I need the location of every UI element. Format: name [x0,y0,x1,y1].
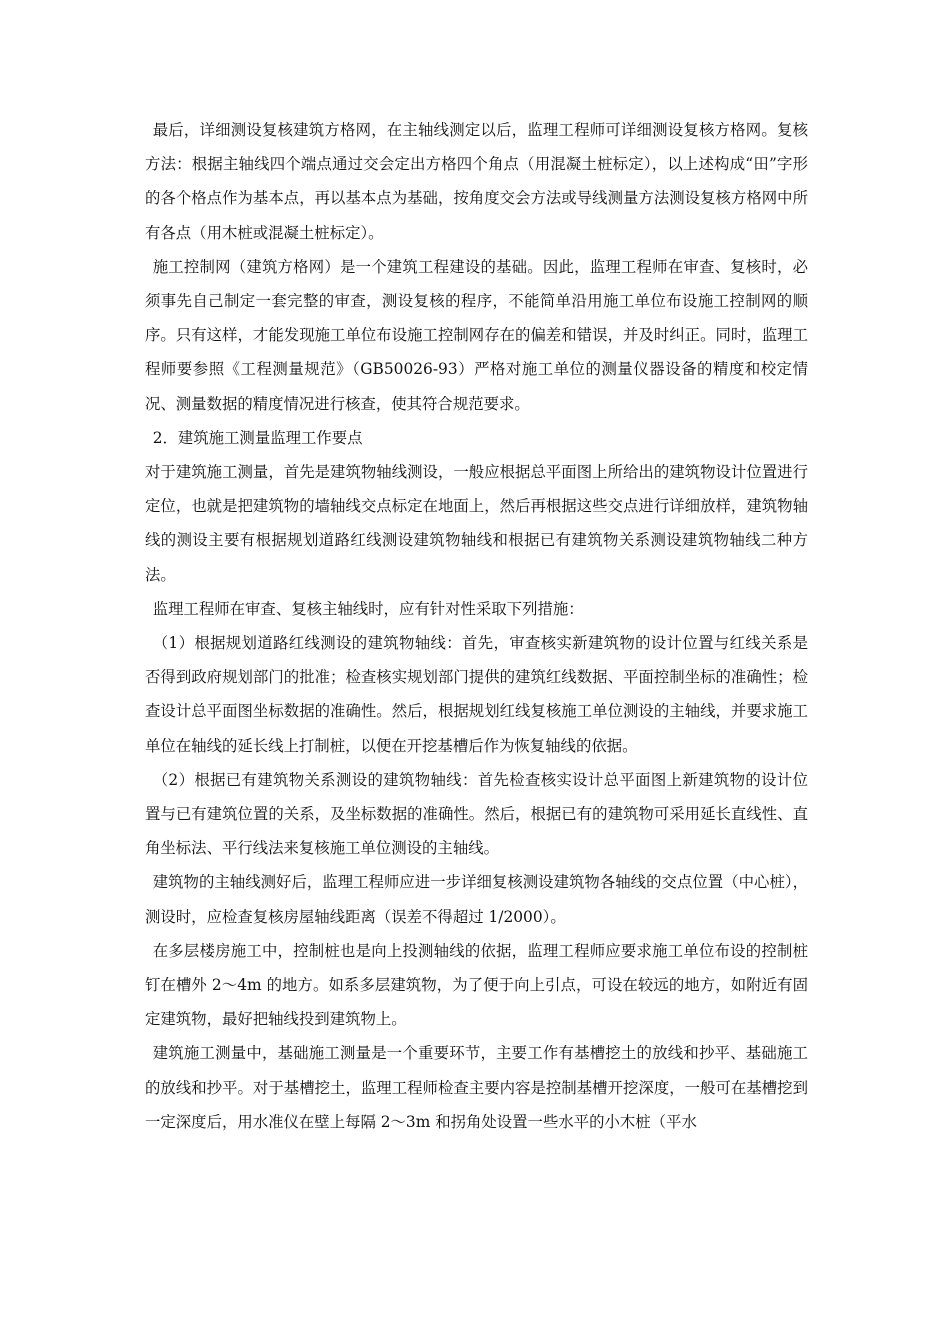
paragraph-grid-review: 最后，详细测设复核建筑方格网，在主轴线测定以后，监理工程师可详细测设复核方格网。复核方法：根据主轴线四个端点通过交会定出方格四个角点（用混凝土桩标定），以上述构成“田”字形的各个格点作为基本点，再以基本点为基础，按角度交会方法或导线测量方法测设复核方格网中所有各点（用木桩或混凝土桩标定）。 [145,121,808,242]
document-body [145,113,808,1139]
section-heading: 2．建筑施工测量监理工作要点 [152,428,363,447]
paragraph-measures-intro: 监理工程师在审查、复核主轴线时，应有针对性采取下列措施： [152,599,584,618]
paragraph-foundation: 建筑施工测量中，基础施工测量是一个重要环节，主要工作有基槽挖土的放线和抄平、基础施工的放线和抄平。对于基槽挖土，监理工程师检查主要内容是控制基槽开挖深度，一般可在基槽挖到一定深度后，用水准仪在壁上每隔 2～3m 和拐角处设置一些水平的小木桩（平水 [145,1044,808,1131]
paragraph-multistory: 在多层楼房施工中，控制桩也是向上投测轴线的依据，监理工程师应要求施工单位布设的控制桩钉在槽外 2～4m 的地方。如系多层建筑物，为了便于向上引点，可设在较远的地方，如附近有固定建筑物，最好把轴线投到建筑物上。 [145,941,808,1029]
paragraph-axis-setting: 对于建筑施工测量，首先是建筑物轴线测设，一般应根据总平面图上所给出的建筑物设计位置进行定位，也就是把建筑物的墙轴线交点标定在地面上，然后再根据这些交点进行详细放样，建筑物轴线的测设主要有根据规划道路红线测设建筑物轴线和根据已有建筑物关系测设建筑物轴线二种方法。 [145,463,808,584]
paragraph-item-2: （2）根据已有建筑物关系测设的建筑物轴线：首先检查核实设计总平面图上新建筑物的设计位置与已有建筑位置的关系，及坐标数据的准确性。然后，根据已有的建筑物可采用延长直线性、直角坐标法、平行线法来复核施工单位测设的主轴线。 [145,770,808,858]
paragraph-item-1: （1）根据规划道路红线测设的建筑物轴线：首先，审查核实新建筑物的设计位置与红线关系是否得到政府规划部门的批准；检查核实规划部门提供的建筑红线数据、平面控制坐标的准确性；检查设计总平面图坐标数据的准确性。然后，根据规划红线复核施工单位测设的主轴线，并要求施工单位在轴线的延长线上打制桩，以便在开挖基槽后作为恢复轴线的依据。 [145,634,808,755]
paragraph-control-network: 施工控制网（建筑方格网）是一个建筑工程建设的基础。因此，监理工程师在审查、复核时，必须事先自己制定一套完整的审查，测设复核的程序，不能简单沿用施工单位布设施工控制网的顺序。只有这样，才能发现施工单位布设施工控制网存在的偏差和错误，并及时纠正。同时，监理工程师要参照《工程测量规范》（GB50026-93）严格对施工单位的测量仪器设备的精度和校定情况、测量数据的精度情况进行核查，使其符合规范要求。 [145,257,808,413]
paragraph-center-piles: 建筑物的主轴线测好后，监理工程师应进一步详细复核测设建筑物各轴线的交点位置（中心桩），测设时，应检查复核房屋轴线距离（误差不得超过 1/2000）。 [145,873,808,926]
